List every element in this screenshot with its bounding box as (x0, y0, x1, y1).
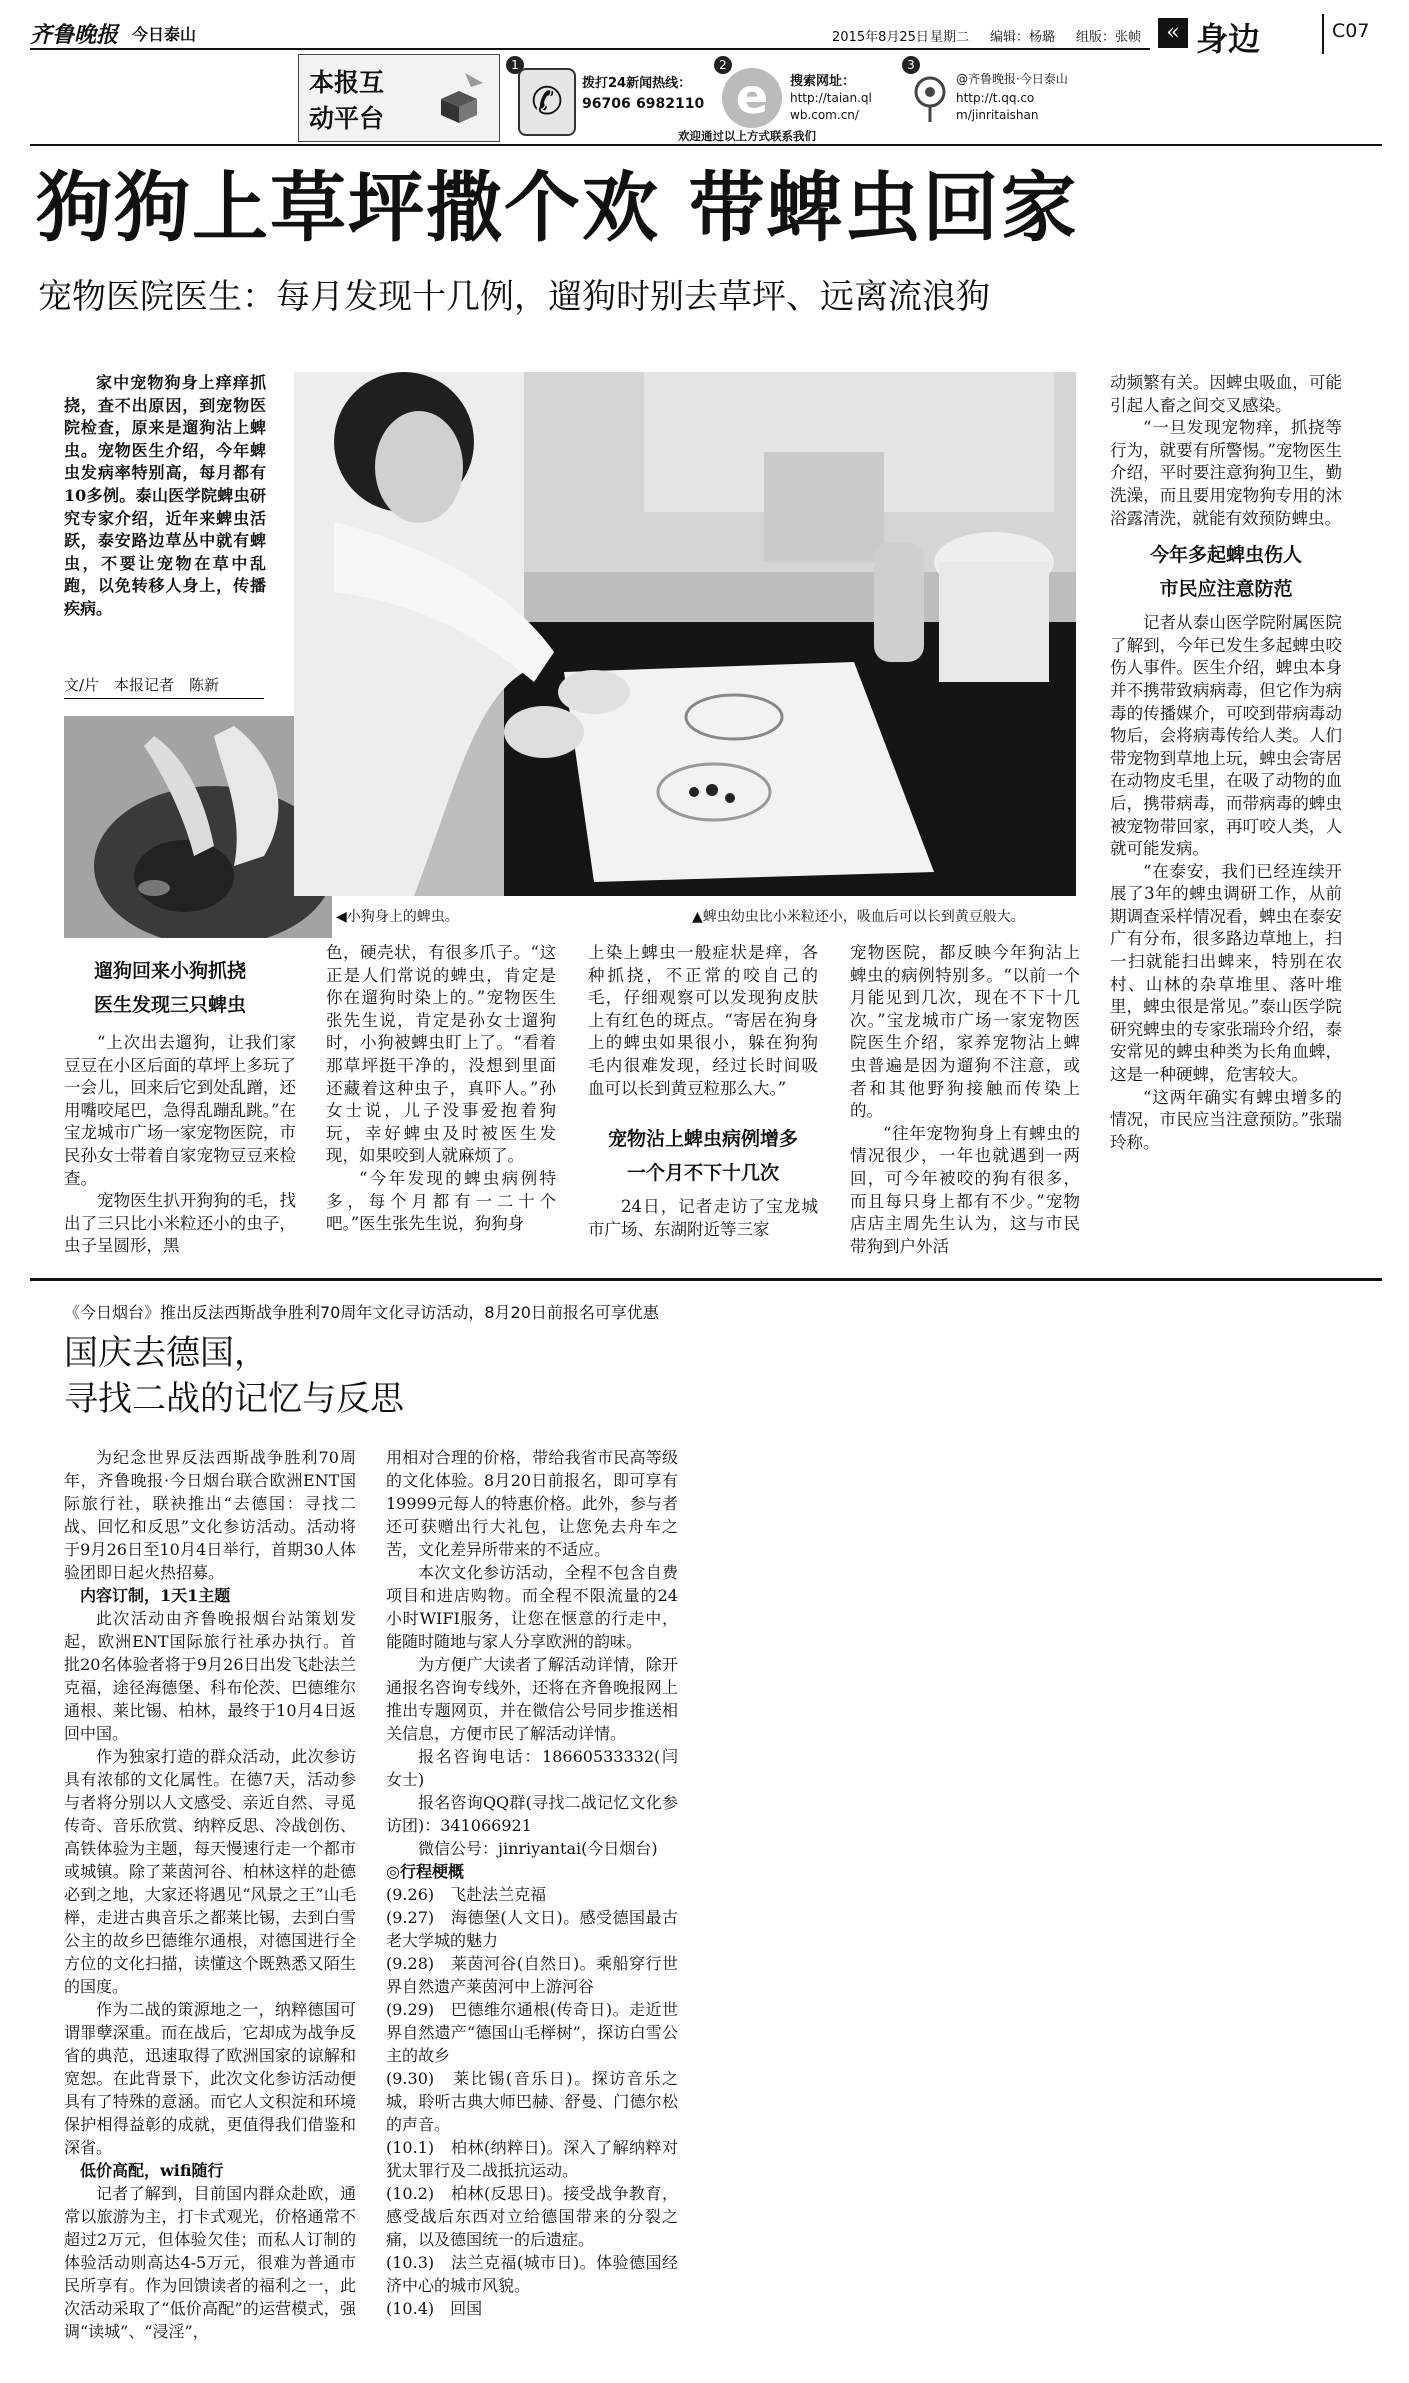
a-paragraph-2: 此次活动由齐鲁晚报烟台站策划发起，欧洲ENT国际旅行社承办执行。首批20名体验者将于9月26日出发飞赴法兰克福，途径海德堡、科布伦茨、巴德维尔通根、莱比锡、柏林，最终于10月4日返回中国。 (64, 1609, 356, 1743)
column-1-paragraph-1: “上次出去遛狗，让我们家豆豆在小区后面的草坪上多玩了一会儿，回来后它到处乱蹭，还用嘴咬尾巴，急得乱蹦乱跳。”在宝龙城市广场一家宠物医院，市民孙女士带着自家宠物豆豆来检查。 (64, 1033, 296, 1188)
column-3-paragraph-1: 上染上蜱虫一般症状是痒，各种抓挠，不正常的咬自己的毛，仔细观察可以发现狗皮肤上有红色的斑点。“寄居在狗身上的蜱虫如果很小，躲在狗狗毛内很难发现，经过长时间吸血可以长到黄豆粒那么大。” (588, 943, 818, 1098)
browser-e-icon: e (722, 68, 782, 128)
itinerary-item: (9.28) 莱茵河谷(自然日)。乘船穿行世界自然遗产莱茵河中上游河谷 (386, 1954, 678, 1996)
banner-title-box (298, 54, 500, 142)
article1-subheadline: 宠物医院医生：每月发现十几例，遛狗时别去草坪、远离流浪狗 (38, 277, 990, 317)
b-paragraph-1: 用相对合理的价格，带给我省市民高等级的文化体验。8月20日前报名，即可享有19999元每人的特惠价格。此外，参与者还可获赠出行大礼包，让您免去舟车之苦，文化差异所带来的不适应。 (386, 1448, 678, 1559)
b-phone: 报名咨询电话：18660533332(闫女士) (386, 1747, 678, 1789)
lead-paragraph: 家中宠物狗身上痒痒抓挠，查不出原因，到宠物医院检查，原来是遛狗沾上蜱虫。宠物医生介绍，今年蜱虫发病率特别高，每月都有10多例。泰山医学院蜱虫研究专家介绍，近年来蜱虫活跃，泰安路边草丛中就有蜱虫，不要让宠物在草中乱跑，以免转移人身上，传播疾病。 (64, 373, 266, 618)
caption-small-photo: ◀小狗身上的蜱虫。 (336, 909, 459, 925)
dog-tick-photo (64, 716, 332, 938)
step-number-2: 2 (714, 56, 732, 74)
itinerary-item: (9.26) 飞赴法兰克福 (386, 1885, 547, 1904)
article2-column-a (64, 1446, 356, 2343)
banner-footer: 欢迎通过以上方式联系我们 (678, 129, 816, 143)
itinerary-item: (9.30) 莱比锡(音乐日)。探访音乐之城，聆听古典大师巴赫、舒曼、门德尔松的声音。 (386, 2069, 678, 2134)
lab-vet-photo (294, 372, 1076, 896)
itinerary-item: (10.1) 柏林(纳粹日)。深入了解纳粹对犹太罪行及二战抵抗运动。 (386, 2138, 678, 2180)
column-2-paragraph-2: “今年发现的蜱虫病例特多，每个月都有一二十个吧。”医生张先生说，狗狗身 (326, 1168, 556, 1234)
subhead-3-line2: 市民应注意防范 (1159, 578, 1293, 601)
phone-number-2: 6982110 (636, 96, 705, 112)
article2-column-b (386, 1446, 678, 2320)
issue-weekday: 星期二 (930, 30, 970, 45)
subhead-1-line1: 遛狗回来小狗抓挠 (93, 960, 246, 982)
article1-right-column (1110, 372, 1342, 1154)
interaction-banner (298, 54, 1068, 143)
a-paragraph-1: 为纪念世界反法西斯战争胜利70周年，齐鲁晚报·今日烟台联合欧洲ENT国际旅行社，联袂推出“去德国：寻找二战、回忆和反思”文化参访活动。活动将于9月26日至10月4日举行，首期30人体验团即日起火热招募。 (64, 1448, 356, 1582)
issue-date: 2015年8月25日 (832, 30, 929, 45)
itinerary-item: (9.27) 海德堡(人文日)。感受德国最古老大学城的魅力 (386, 1908, 678, 1950)
article2-kicker: 《今日烟台》推出反法西斯战争胜利70周年文化寻访活动，8月20日前报名可享优惠 (64, 1303, 659, 1322)
article1-subhead-1 (64, 954, 276, 1022)
column-3-paragraph-2: 24日，记者走访了宝龙城市广场、东湖附近等三家 (588, 1197, 818, 1239)
web-url[interactable]: http://taian.qlwb.com.cn/ (790, 91, 872, 122)
b-paragraph-3: 为方便广大读者了解活动详情，除开通报名咨询专线外，还将在齐鲁晚报网上推出专题网页，并在微信公号同步推送相关信息，方便市民了解活动详情。 (386, 1655, 678, 1743)
hand-cube-icon (431, 69, 487, 125)
article1-column-3 (588, 942, 818, 1241)
paper-logo: 齐鲁晚报 (30, 22, 119, 48)
article2-headline-line2: 寻找二战的记忆与反思 (64, 1379, 404, 1419)
web-label: 搜索网址： (790, 74, 856, 89)
a-paragraph-5: 记者了解到，目前国内群众赴欧，通常以旅游为主，打卡式观光，价格通常不超过2万元，但体验欠佳；而私人订制的体验活动则高达4-5万元，很难为普通市民所享有。作为回馈读者的福利之一，此次活动采取了“低价高配”的运营模式，强调“读城”、“浸淫”， (64, 2184, 356, 2341)
weibo-step (907, 54, 1070, 140)
section-name: 今日泰山 (132, 25, 197, 44)
column-4-paragraph-1: 宠物医院，都反映今年狗沾上蜱虫的病例特别多。“以前一个月能见到几次，现在不下十几次。”宝龙城市广场一家宠物医院医生介绍，家养宠物沾上蜱虫普遍是因为遛狗不注意，或者和其他野狗接触而传染上的。 (850, 943, 1080, 1121)
itinerary-item: (10.4) 回国 (386, 2299, 483, 2318)
article1-column-1 (64, 1032, 296, 1258)
itinerary-item: (9.29) 巴德维尔通根(传奇日)。走近世界自然遗产“德国山毛榉树”，探访白雪公主的故乡 (386, 2000, 678, 2065)
itinerary-item: (10.2) 柏林(反思日)。接受战争教育，感受战后东西对立给德国带来的分裂之痛，以及德国统一的后遗症。 (386, 2184, 678, 2249)
phone-step (506, 54, 705, 140)
subhead-1-line2: 医生发现三只蜱虫 (93, 994, 246, 1016)
right-paragraph-4: “在泰安，我们已经连续开展了3年的蜱虫调研工作，从前期调查采样情况看，蜱虫在泰安广有分布，很多路边草地上，扫一扫就能扫出蜱来，特别在农村、山林的杂草堆里、落叶堆里，蜱虫很是常见。”泰山医学院研究蜱虫的专家张瑞玲介绍，泰安常见的蜱虫种类为长角血蜱，这是一种硬蜱，危害较大。 (1110, 861, 1342, 1085)
banner-title-line2: 动平台 (309, 104, 385, 133)
step-number-1: 1 (506, 56, 524, 74)
b-qq: 报名咨询QQ群(寻找二战记忆文化参访团)：341066921 (386, 1793, 678, 1835)
step-number-3: 3 (902, 56, 920, 74)
article1-headline: 狗狗上草坪撒个欢 带蜱虫回家 (36, 163, 1079, 252)
phone-label: 拨打24新闻热线： (582, 76, 692, 91)
a-paragraph-4: 作为二战的策源地之一，纳粹德国可谓罪孽深重。而在战后，它却成为战争反省的典范，迅速取得了欧洲国家的谅解和宽恕。在此背景下，此次文化参访活动便具有了特殊的意涵。而它人文积淀和环境保护相得益彰的成就，更值得我们借鉴和深省。 (64, 2000, 356, 2157)
article1-lead (64, 372, 266, 621)
weibo-url[interactable]: http://t.qq.com/jinritaishan (956, 91, 1039, 122)
right-paragraph-1: 动频繁有关。因蜱虫吸血，可能引起人畜之间交叉感染。 (1110, 373, 1342, 415)
right-paragraph-3: 记者从泰山医学院附属医院了解到，今年已发生多起蜱虫咬伤人事件。医生介绍，蜱虫本身并不携带致病病毒，但它作为病毒的传播媒介，可咬到带病毒动物后，会将病毒传给人类。人们带宠物到草地上玩，蜱虫会寄居在动物皮毛里，在吸了动物的血后，携带病毒，而带病毒的蜱虫被宠物带回家，再叮咬人类，人就可能发病。 (1110, 613, 1342, 859)
subhead-3-line1: 今年多起蜱虫伤人 (1149, 544, 1302, 567)
phone-icon: ✆ (518, 68, 576, 136)
article1-byline: 文/片 本报记者 陈新 (64, 676, 220, 694)
page-number: C07 (1332, 20, 1370, 42)
b-paragraph-2: 本次文化参访活动，全程不包含自费项目和进店购物。而全程不限流量的24小时WIFI服务，让您在惬意的行走中，能随时随地与家人分享欧洲的韵味。 (386, 1563, 678, 1651)
right-paragraph-5: “这两年确实有蜱虫增多的情况，市民应当注意预防。”张瑞玲称。 (1110, 1087, 1342, 1152)
a-heading-1: 内容订制，1天1主题 (80, 1586, 231, 1605)
article2-headline-line1: 国庆去德国， (64, 1333, 268, 1373)
article1-column-2 (326, 942, 556, 1236)
right-paragraph-2: “一旦发现宠物痒，抓挠等行为，就要有所警惕。”宠物医生介绍，平时要注意狗狗卫生，勤洗澡，而且要用宠物狗专用的沐浴露清洗，就能有效预防蜱虫。 (1110, 418, 1342, 528)
a-heading-2: 低价高配，wifi随行 (80, 2161, 224, 2180)
weibo-icon (910, 74, 950, 124)
phone-number-1: 96706 (582, 96, 631, 112)
subhead-2-line1: 宠物沾上蜱虫病例增多 (607, 1128, 798, 1151)
designer: 组版：张帧 (1076, 30, 1142, 45)
subhead-2-line2: 一个月不下十几次 (626, 1162, 779, 1185)
b-wechat: 微信公号：jinriyantai(今日烟台) (418, 1839, 658, 1858)
itinerary-item: (10.3) 法兰克福(城市日)。体验德国经济中心的城市风貌。 (386, 2253, 678, 2295)
column-2-paragraph-1: 色，硬壳状，有很多爪子。“这正是人们常说的蜱虫，肯定是你在遛狗时染上的。”宠物医生张先生说，肯定是孙女士遛狗时，小狗被蜱虫盯上了。“看着那草坪挺干净的，没想到里面还藏着这种虫子，真吓人。”孙女士说，儿子没事爱抱着狗玩，幸好蜱虫及时被医生发现，如果咬到人就麻烦了。 (326, 943, 556, 1166)
weibo-label: @齐鲁晚报·今日泰山 (956, 72, 1068, 86)
column-chevron-icon: « (1158, 18, 1188, 48)
article1-column-4 (850, 942, 1080, 1258)
editor: 编辑：杨璐 (990, 30, 1056, 45)
caption-main-photo: ▲蜱虫幼虫比小米粒还小，吸血后可以长到黄豆般大。 (692, 909, 1025, 925)
column-name: 身边 (1196, 20, 1261, 58)
masthead (30, 14, 1382, 58)
b-itinerary-heading: ◎行程梗概 (386, 1862, 464, 1881)
column-1-paragraph-2: 宠物医生扒开狗狗的毛，找出了三只比小米粒还小的虫子，虫子呈圆形，黑 (64, 1191, 296, 1256)
column-4-paragraph-2: “往年宠物狗身上有蜱虫的情况很少，一年也就遇到一两回，可今年被咬的狗有很多，而且每只身上都有不少。”宠物店店主周先生认为，这与市民带狗到户外活 (850, 1123, 1080, 1256)
a-paragraph-3: 作为独家打造的群众活动，此次参访具有浓郁的文化属性。在德7天，活动参与者将分别以人文感受、亲近自然、寻觅传奇、音乐欣赏、纳粹反思、冷战创伤、高铁体验为主题，每天慢速行走一个都市或城镇。除了莱茵河谷、柏林这样的赴德必到之地，大家还将遇见“风景之王”山毛榉，走进古典音乐之都莱比锡，去到白雪公主的故乡巴德维尔通根，对德国进行全方位的文化扫描，读懂这个既熟悉又陌生的国度。 (64, 1747, 356, 1996)
banner-title-line1: 本报互 (309, 68, 385, 97)
